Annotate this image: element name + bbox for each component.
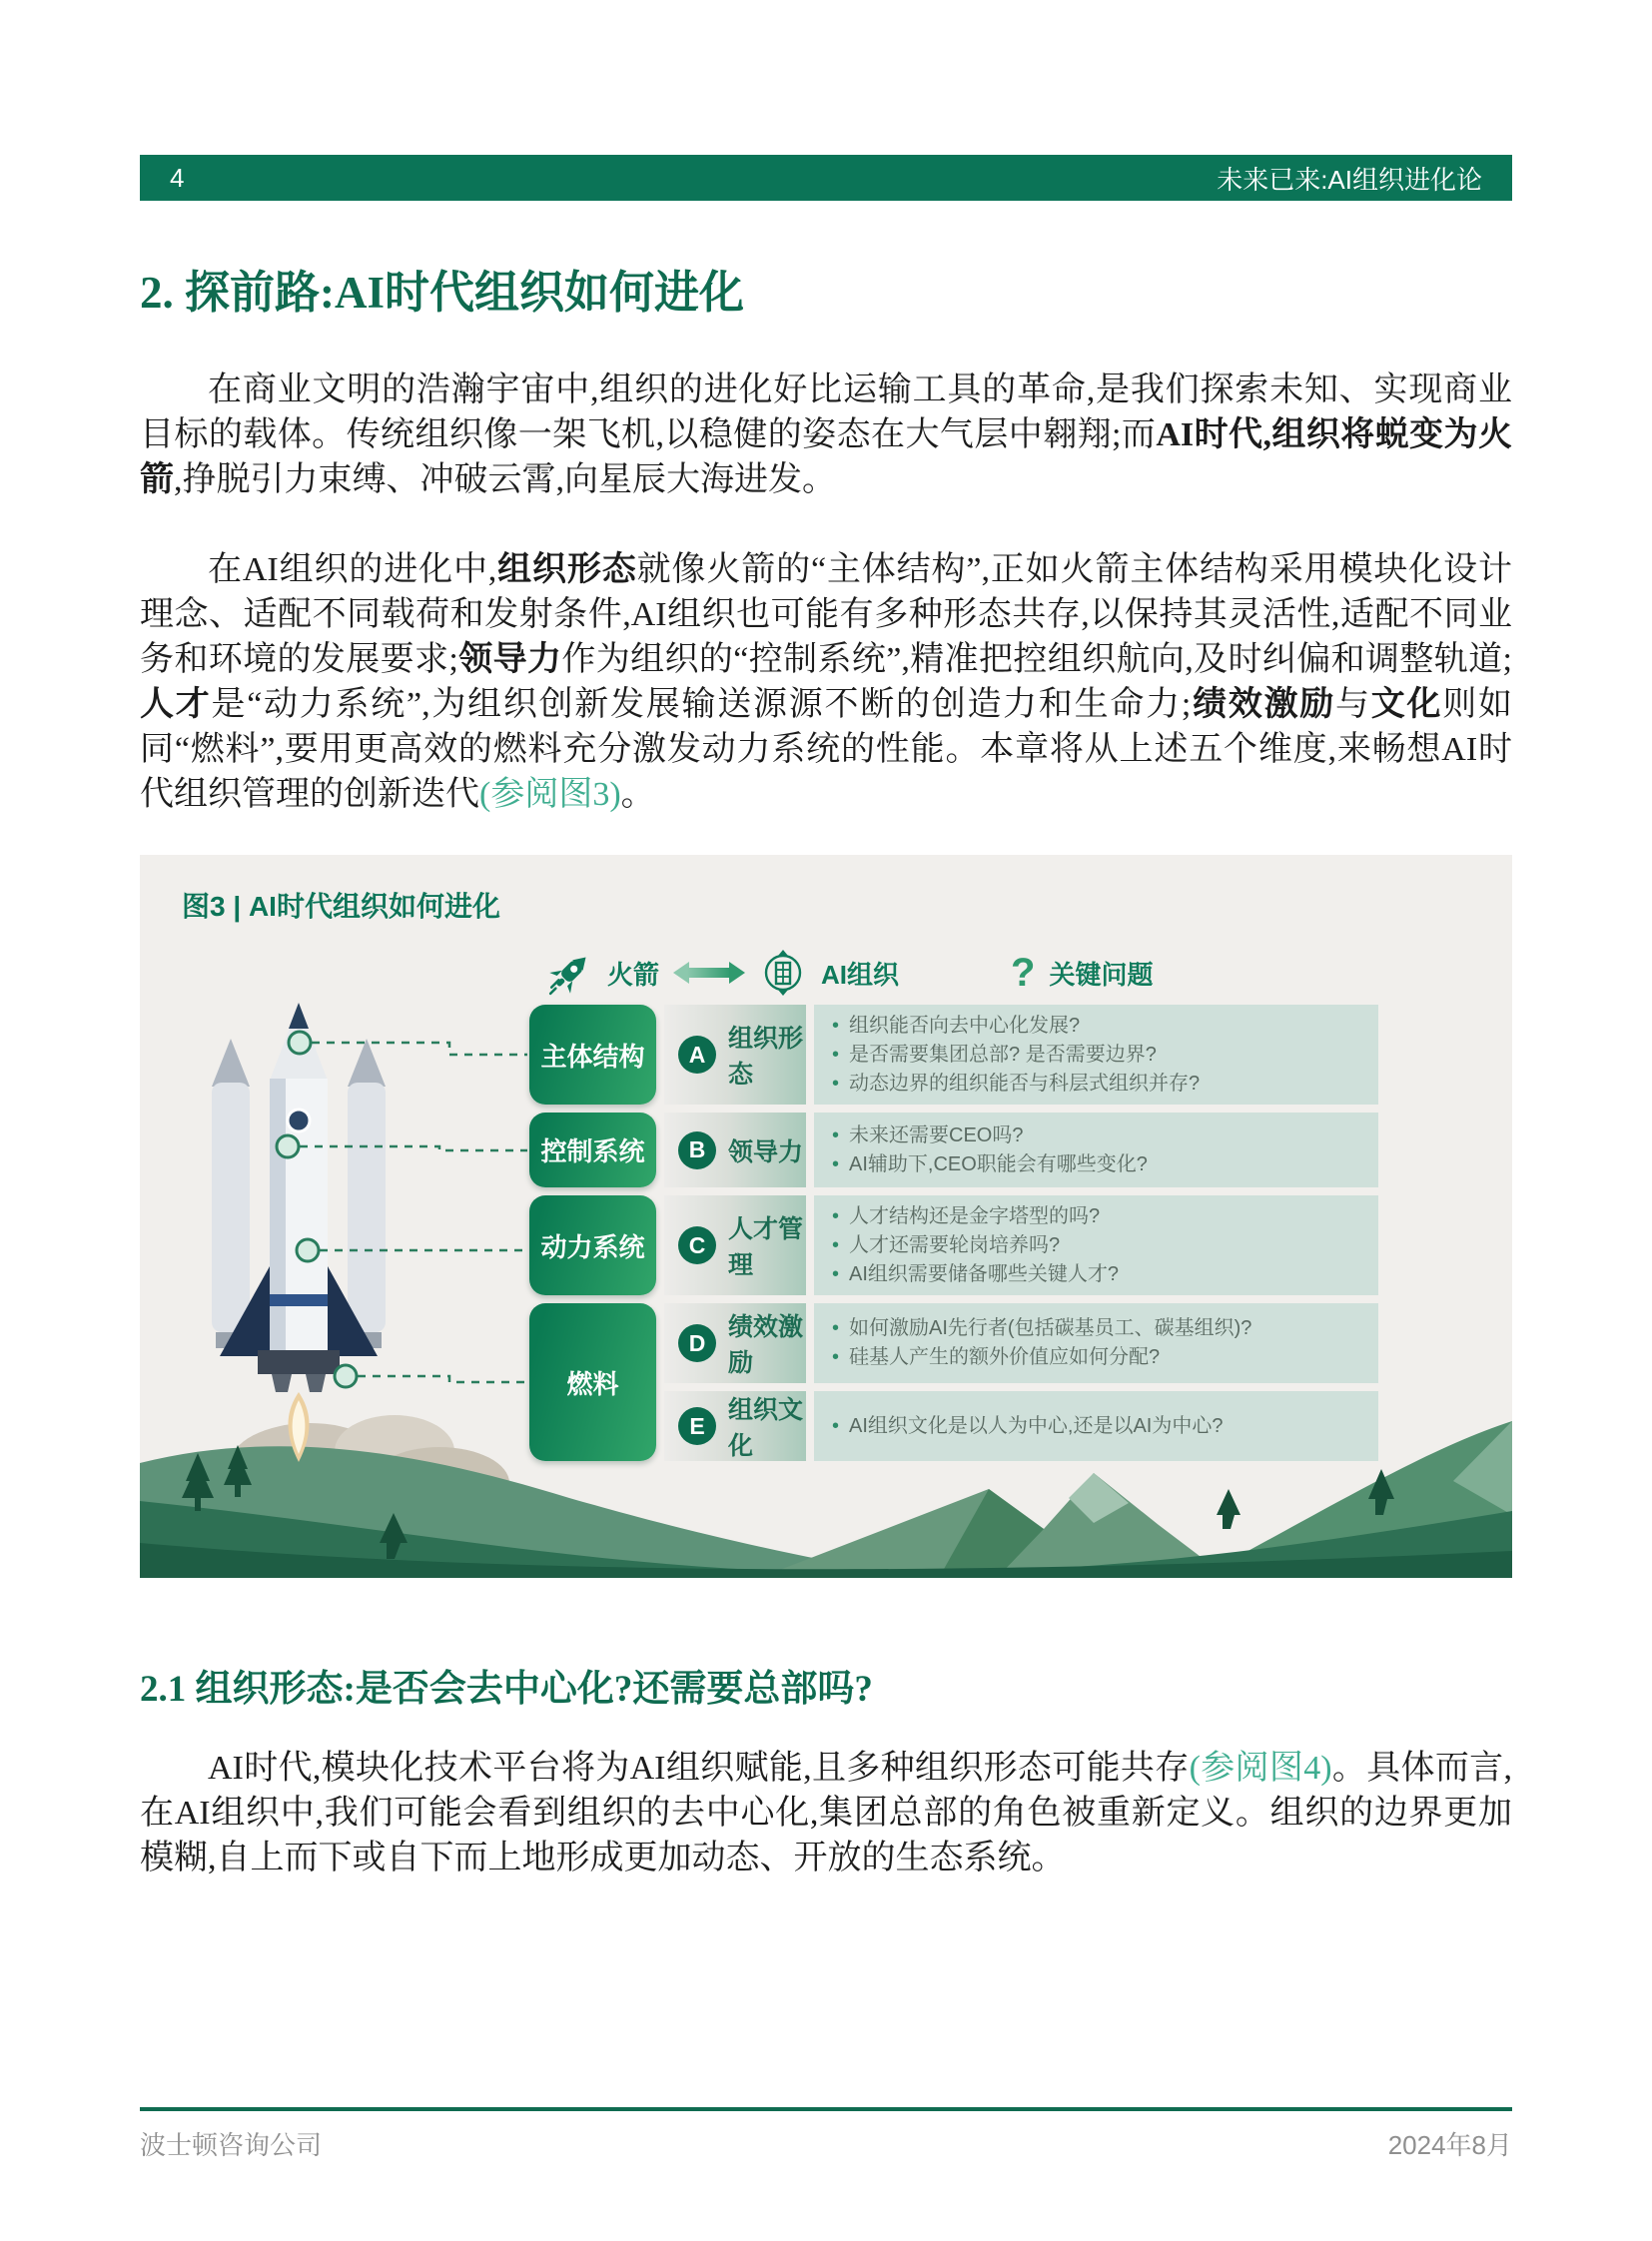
double-arrow-icon [673,958,745,988]
rocket-part-box: 控制系统 [529,1113,656,1187]
org-dimension-cell [664,1391,806,1461]
key-questions-cell [814,1005,1378,1105]
paragraph-text: AI时代,模块化技术平台将为AI组织赋能,且多种组织形态可能共存 [208,1750,1190,1787]
legend-questions-label: 关键问题 [1049,959,1154,990]
org-dimension-cell [664,1303,806,1383]
paragraph-bold-text: 绩效激励 [1191,686,1336,723]
question-item: • 人才还需要轮岗培养吗? [832,1231,1360,1260]
org-dimension-cell [664,1005,806,1105]
badge-letter: B [678,1131,716,1169]
paragraph-text: 与 [1335,686,1371,723]
rocket-part-box: 燃料 [529,1303,656,1461]
bullet-dot: • [832,1317,840,1339]
subsection-heading: 2.1 组织形态:是否会去中心化?还需要总部吗? [140,1669,873,1710]
badge-letter: E [678,1407,716,1445]
org-dimension-label: 人才管理 [728,1215,804,1279]
page-header-bar [140,155,1512,201]
bullet-dot: • [832,1072,840,1095]
key-questions-cell [814,1113,1378,1187]
bullet-dot: • [832,1346,840,1368]
question-item: • AI组织需要储备哪些关键人才? [832,1260,1360,1289]
key-questions-cell [814,1195,1378,1295]
bullet-dot: • [832,1043,840,1066]
paragraph-bold-text: AI时代,组织将蜕变为火箭 [140,416,1512,498]
org-dimension-label: 组织文化 [728,1396,804,1460]
footer-divider [140,2107,1512,2111]
figure3-reference-link[interactable]: (参阅图3) [479,776,621,813]
org-dimension-cell [664,1195,806,1295]
legend-org-label: AI组织 [821,959,900,990]
figure3-title: 图3 | AI时代组织如何进化 [182,891,500,922]
key-questions-cell [814,1391,1378,1461]
bullet-dot: • [832,1414,840,1437]
question-item: • 是否需要集团总部? 是否需要边界? [832,1041,1360,1070]
paragraph-text: 在AI组织的进化中, [208,551,497,588]
badge-letter: D [678,1324,716,1362]
question-item: • 硅基人产生的额外价值应如何分配? [832,1343,1360,1372]
figure3-mapping-table [529,1005,1378,1461]
org-dimension-cell [664,1113,806,1187]
rocket-part-box: 动力系统 [529,1195,656,1295]
figure3-legend [547,949,899,997]
rocket-icon [547,950,593,996]
question-mark-icon: ? [1011,951,1036,995]
figure4-reference-link[interactable]: (参阅图4) [1189,1750,1332,1787]
bullet-dot: • [832,1262,840,1285]
paragraph-bold-text: 人才 [140,686,212,723]
paragraph-bold-text: 领导力 [457,641,562,678]
figure3 [140,855,1512,1578]
org-dimension-label: 绩效激励 [728,1313,804,1377]
paragraph-text: 则如同“燃料”,要用更高效的燃料充分激发动力系统的性能。本章将从上述五个维度,来畅想AI时代组织管理的创新迭代 [140,686,1513,813]
paragraph-text: 。 [620,776,655,813]
legend-rocket-label: 火箭 [607,959,660,990]
paragraph-text: ,挣脱引力束缚、冲破云霄,向星辰大海进发。 [174,461,836,498]
paragraph-text: 作为组织的“控制系统”,精准把控组织航向,及时纠偏和调整轨道; [561,641,1512,678]
paragraph-text: 在商业文明的浩瀚宇宙中,组织的进化好比运输工具的革命,是我们探索未知、实现商业目标的载体。传统组织像一架飞机,以稳健的姿态在大气层中翱翔;而 [140,372,1512,453]
question-item: • 动态边界的组织能否与科层式组织并存? [832,1070,1360,1099]
question-item: • 未来还需要CEO吗? [832,1121,1360,1150]
footer-date: 2024年8月 [1387,2130,1512,2160]
paragraph-bold-text: 文化 [1370,686,1443,723]
paragraph-text: 。具体而言,在AI组织中,我们可能会看到组织的去中心化,集团总部的角色被重新定义。组织的边界更加模糊,自上而下或自下而上地形成更加动态、开放的生态系统。 [140,1750,1513,1876]
footer-company: 波士顿咨询公司 [140,2130,323,2160]
bullet-dot: • [832,1233,840,1256]
badge-letter: C [678,1226,716,1264]
org-dimension-label: 组织形态 [728,1025,804,1089]
paragraph-text: 就像火箭的“主体结构”,正如火箭主体结构采用模块化设计理念、适配不同载荷和发射条件,AI组织也可能有多种形态共存,以保持其灵活性,适配不同业务和环境的发展要求; [140,551,1512,678]
org-dimension-label: 领导力 [728,1137,804,1166]
paragraph-text: 是“动力系统”,为组织创新发展输送源源不断的创造力和生命力; [211,686,1192,723]
paragraph-1 [140,368,1512,502]
paragraph-bold-text: 组织形态 [496,551,637,588]
page-footer [140,2125,1512,2162]
paragraph-3 [140,1746,1512,1880]
bullet-dot: • [832,1152,840,1175]
bullet-dot: • [832,1014,840,1037]
page-number: 4 [170,162,185,193]
badge-letter: A [678,1036,716,1074]
question-item: • 如何激励AI先行者(包括碳基员工、碳基组织)? [832,1314,1360,1343]
figure3-key-questions-legend [1011,949,1153,997]
question-item: • AI组织文化是以人为中心,还是以AI为中心? [832,1412,1360,1441]
bullet-dot: • [832,1123,840,1146]
rocket-illustration [192,995,407,1464]
section-heading: 2. 探前路:AI时代组织如何进化 [140,268,744,318]
question-item: • AI辅助下,CEO职能会有哪些变化? [832,1150,1360,1179]
key-questions-cell [814,1303,1378,1383]
rocket-part-box: 主体结构 [529,1005,656,1105]
document-title: 未来已来:AI组织进化论 [1217,164,1482,195]
question-item: • 组织能否向去中心化发展? [832,1012,1360,1041]
org-refresh-icon [759,949,807,997]
bullet-dot: • [832,1204,840,1227]
question-item: • 人才结构还是金字塔型的吗? [832,1202,1360,1231]
paragraph-2 [140,547,1512,817]
